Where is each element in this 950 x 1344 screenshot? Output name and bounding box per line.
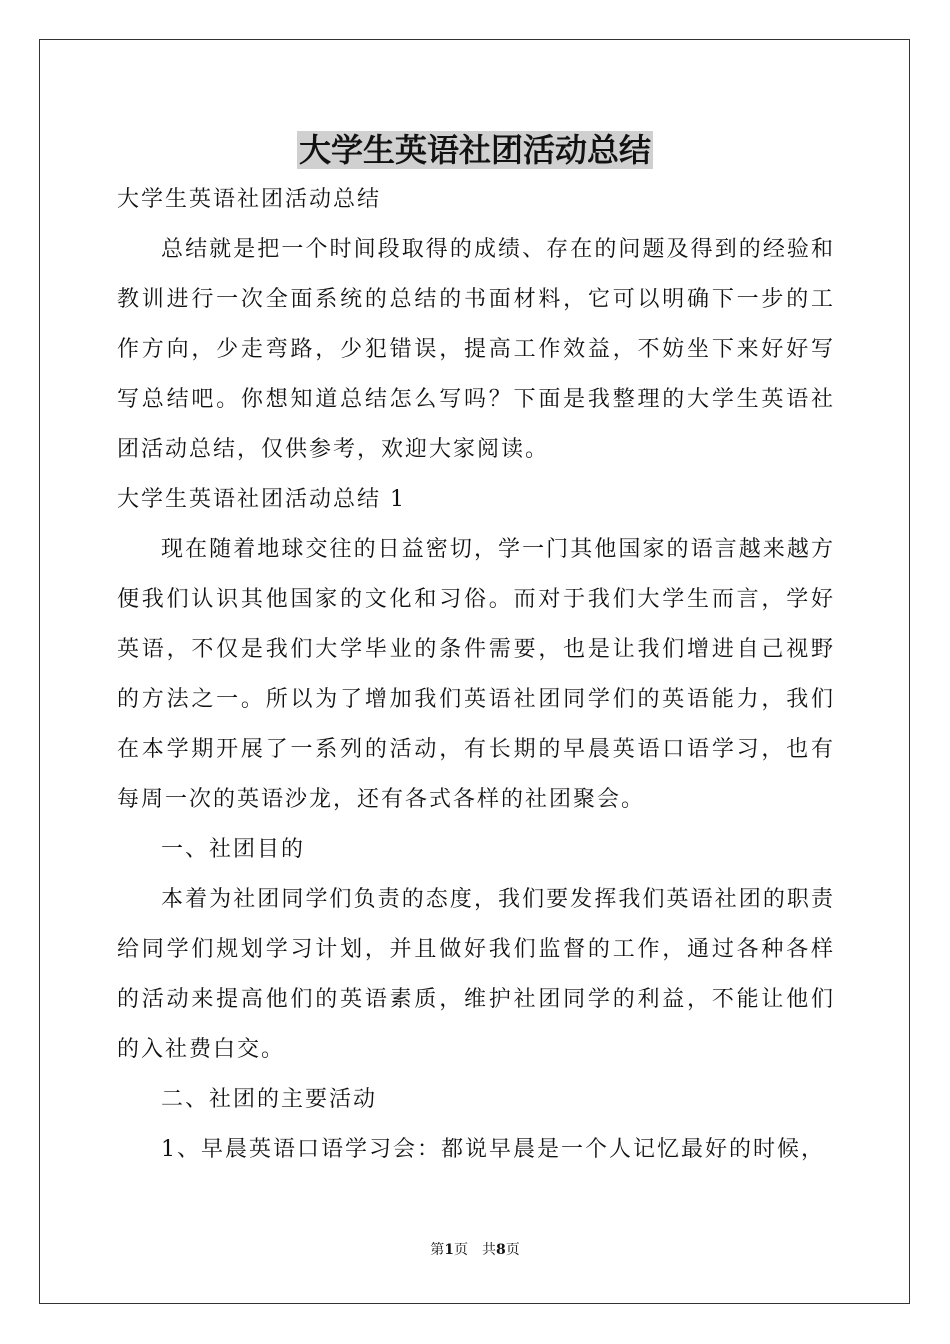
page-prefix: 第 [430, 1242, 445, 1258]
section-heading: 一、社团目的 [161, 837, 306, 862]
paragraph: 本着为社团同学们负责的态度，我们要发挥我们英语社团的职责给同学们规划学习计划，并且做好我们监督的工作，通过各种各样的活动来提高他们的英语素质，维护社团同学的利益，不能让他们的入社费白交。 [117, 887, 835, 1062]
paragraph: 总结就是把一个时间段取得的成绩、存在的问题及得到的经验和教训进行一次全面系统的总结的书面材料，它可以明确下一步的工作方向，少走弯路，少犯错误，提高工作效益，不妨坐下来好好写写总结吧。你想知道总结怎么写吗？下面是我整理的大学生英语社团活动总结，仅供参考，欢迎大家阅读。 [117, 237, 835, 462]
total-prefix: 共 [482, 1242, 496, 1258]
page-suffix: 页 [454, 1242, 468, 1258]
document-title-text: 大学生英语社团活动总结 [298, 131, 651, 169]
document-title [0, 125, 950, 175]
document-body [117, 175, 835, 1175]
section-heading: 大学生英语社团活动总结 1 [117, 487, 406, 512]
total-suffix: 页 [505, 1242, 520, 1258]
section-heading: 二、社团的主要活动 [161, 1087, 378, 1112]
paragraph: 现在随着地球交往的日益密切，学一门其他国家的语言越来越方便我们认识其他国家的文化和习俗。而对于我们大学生而言，学好英语，不仅是我们大学毕业的条件需要，也是让我们增进自己视野的方法之一。所以为了增加我们英语社团同学们的英语能力，我们在本学期开展了一系列的活动，有长期的早晨英语口语学习，也有每周一次的英语沙龙，还有各式各样的社团聚会。 [117, 537, 835, 812]
paragraph: 大学生英语社团活动总结 [117, 187, 382, 212]
page-current: 1 [444, 1242, 454, 1258]
page-footer [0, 1240, 950, 1260]
page-total: 8 [496, 1242, 506, 1258]
paragraph: 1、早晨英语口语学习会：都说早晨是一个人记忆最好的时候， [161, 1137, 825, 1162]
